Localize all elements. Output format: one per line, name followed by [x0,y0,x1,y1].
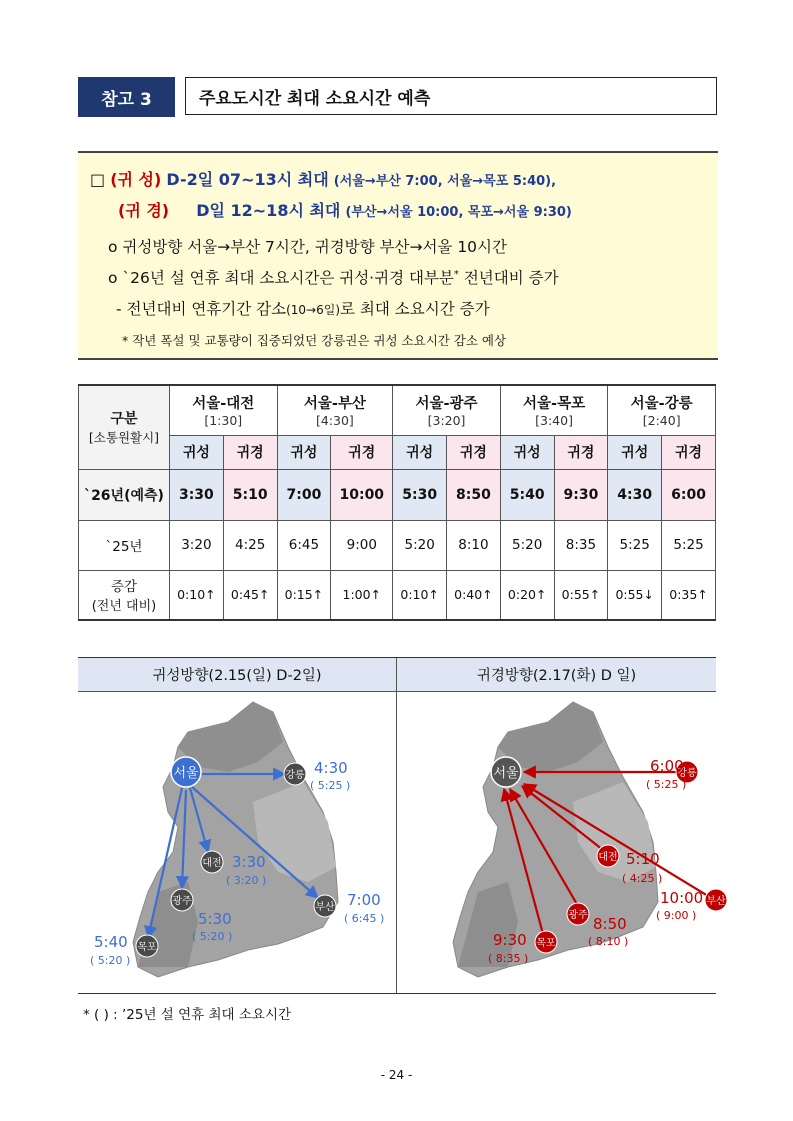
travel-time-table [78,384,716,621]
route-name: 서울-목포 [523,396,586,413]
go-detail: (서울→부산 7:00, 서울→목포 5:40), [333,174,557,189]
busan-time-back: 10:00 [660,889,704,907]
table-row-2026 [79,469,716,520]
daejeon-time: 3:30 [232,853,266,871]
col-back: 귀경 [662,435,716,469]
daejeon-prev-time: ( 3:20 ) [226,874,267,887]
city-mokpo-label: 목포 [536,938,556,949]
busan-prev-time: ( 6:45 ) [344,912,385,925]
mokpo-time: 5:40 [94,933,128,951]
table-cell: 5:30 [393,469,447,520]
section-title: 주요도시간 최대 소요시간 예측 [185,77,717,115]
bullet-2-text: o `26년 설 연휴 최대 소요시간은 귀성·귀경 대부분 [108,269,454,287]
city-gwangju-label: 광주 [568,910,588,921]
go-label: (귀 성) [110,170,162,189]
daejeon-time: 5:10 [626,850,660,868]
city-seoul-label: 서울 [173,766,199,781]
table-cell: 0:55↓ [608,570,662,620]
corner-title: 구분 [110,411,138,428]
mokpo-time: 9:30 [493,931,527,949]
row-label-sub: (전년 대비) [91,599,157,615]
route-header [500,385,608,435]
city-busan-label: 부산 [315,902,335,913]
row-label: `26년(예측) [79,469,170,520]
corner-cell [79,385,170,469]
summary-sub-bullet [116,297,490,319]
col-go: 귀성 [500,435,554,469]
table-cell: 8:50 [447,469,501,520]
col-go: 귀성 [277,435,331,469]
row-label [79,570,170,620]
go-peak: D-2일 07~13시 최대 [166,170,329,189]
col-go: 귀성 [170,435,224,469]
maps-section [78,657,726,994]
gangneung-prev-time: ( 5:25 ) [646,778,687,791]
busan-time: 7:00 [347,891,381,909]
route-normal-time: [3:40] [535,413,573,429]
mokpo-prev-time: ( 5:20 ) [90,954,131,967]
table-cell: 7:00 [277,469,331,520]
city-gangneung-label: 강릉 [677,768,697,779]
gangneung-time: 6:00 [650,757,684,775]
map-go [78,692,396,992]
col-back: 귀경 [223,435,277,469]
map-title-back: 귀경방향(2.17(화) D 일) [397,658,716,692]
summary-box [78,151,718,360]
footnote: * ( ) : ’25년 설 연휴 최대 소요시간 [83,1007,292,1023]
table-cell: 3:30 [170,469,224,520]
table-cell: 5:25 [662,520,716,570]
city-daejeon-label: 대전 [202,858,222,869]
table-cell: 5:20 [393,520,447,570]
route-name: 서울-대전 [192,396,255,413]
table-row-change [79,570,716,620]
route-header [170,385,278,435]
table-cell: 0:15↑ [277,570,331,620]
summary-bullet-1: o 귀성방향 서울→부산 7시간, 귀경방향 부산→서울 10시간 [108,238,507,256]
route-header [608,385,716,435]
table-cell: 9:00 [331,520,393,570]
map-title-go: 귀성방향(2.15(일) D-2일) [78,658,397,692]
table-cell: 5:25 [608,520,662,570]
table-cell: 9:30 [554,469,608,520]
col-go: 귀성 [393,435,447,469]
gwangju-prev-time: ( 8:10 ) [588,935,629,948]
checkbox-glyph: □ [90,170,106,189]
sub-bullet-tail: 로 최대 소요시간 증가 [340,300,490,318]
gangneung-prev-time: ( 5:25 ) [310,779,351,792]
corner-subtitle: [소통원활시] [88,430,160,446]
city-gwangju-label: 광주 [172,896,192,907]
back-peak: D일 12~18시 최대 [196,201,341,220]
summary-line-back [118,198,572,221]
city-gangneung-label: 강릉 [285,770,305,781]
gwangju-time: 5:30 [198,910,232,928]
table-cell: 8:10 [447,520,501,570]
page-number: - 24 - [380,1068,413,1082]
table-cell: 0:40↑ [447,570,501,620]
table-cell: 0:55↑ [554,570,608,620]
gwangju-prev-time: ( 5:20 ) [192,930,233,943]
table-cell: 0:35↑ [662,570,716,620]
back-label: (귀 경) [118,201,170,220]
route-name: 서울-강릉 [630,396,693,413]
route-normal-time: [2:40] [642,413,681,429]
route-normal-time: [4:30] [315,413,354,429]
city-daejeon-label: 대전 [598,852,618,863]
table-cell: 4:30 [608,469,662,520]
table-cell: 10:00 [331,469,393,520]
table-cell: 0:10↑ [170,570,224,620]
route-header [277,385,393,435]
col-go: 귀성 [608,435,662,469]
table-cell: 1:00↑ [331,570,393,620]
table-cell: 6:45 [277,520,331,570]
gangneung-time: 4:30 [314,759,348,777]
col-back: 귀경 [447,435,501,469]
daejeon-prev-time: ( 4:25 ) [622,872,663,885]
table-row-2025 [79,520,716,570]
col-back: 귀경 [554,435,608,469]
route-name: 서울-부산 [303,396,366,413]
summary-note: * 작년 폭설 및 교통량이 집중되었던 강릉권은 귀성 소요시간 감소 예상 [122,333,507,348]
table-cell: 4:25 [223,520,277,570]
sub-bullet-days: (10→6일) [286,303,341,317]
table-cell: 5:40 [500,469,554,520]
reference-tag: 참고 3 [78,77,175,117]
city-seoul-label: 서울 [493,766,519,781]
bullet-2-tail: 전년대비 증가 [458,269,559,287]
route-name: 서울-광주 [415,396,478,413]
busan-prev-time-back: ( 9:00 ) [656,909,697,922]
mokpo-prev-time: ( 8:35 ) [488,952,529,965]
table-cell: 8:35 [554,520,608,570]
sub-bullet-text: - 전년대비 연휴기간 감소 [116,300,287,318]
back-detail: (부산→서울 10:00, 목포→서울 9:30) [345,205,572,220]
table-cell: 0:45↑ [223,570,277,620]
route-header [393,385,501,435]
route-normal-time: [1:30] [204,413,243,429]
table-cell: 0:20↑ [500,570,554,620]
row-label-main: 증감 [110,579,138,596]
table-cell: 5:10 [223,469,277,520]
row-label: `25년 [79,520,170,570]
city-mokpo-label: 목포 [137,942,157,953]
table-cell: 5:20 [500,520,554,570]
route-normal-time: [3:20] [427,413,466,429]
table-cell: 0:10↑ [393,570,447,620]
col-back: 귀경 [331,435,393,469]
map-divider [396,691,397,993]
table-cell: 3:20 [170,520,224,570]
map-back [398,692,726,992]
bullet-2-asterisk: * [453,268,459,280]
gwangju-time: 8:50 [593,915,627,933]
city-busan-label: 부산 [706,896,726,907]
summary-bullet-2 [108,266,559,288]
table-cell: 6:00 [662,469,716,520]
summary-line-go [90,167,556,190]
